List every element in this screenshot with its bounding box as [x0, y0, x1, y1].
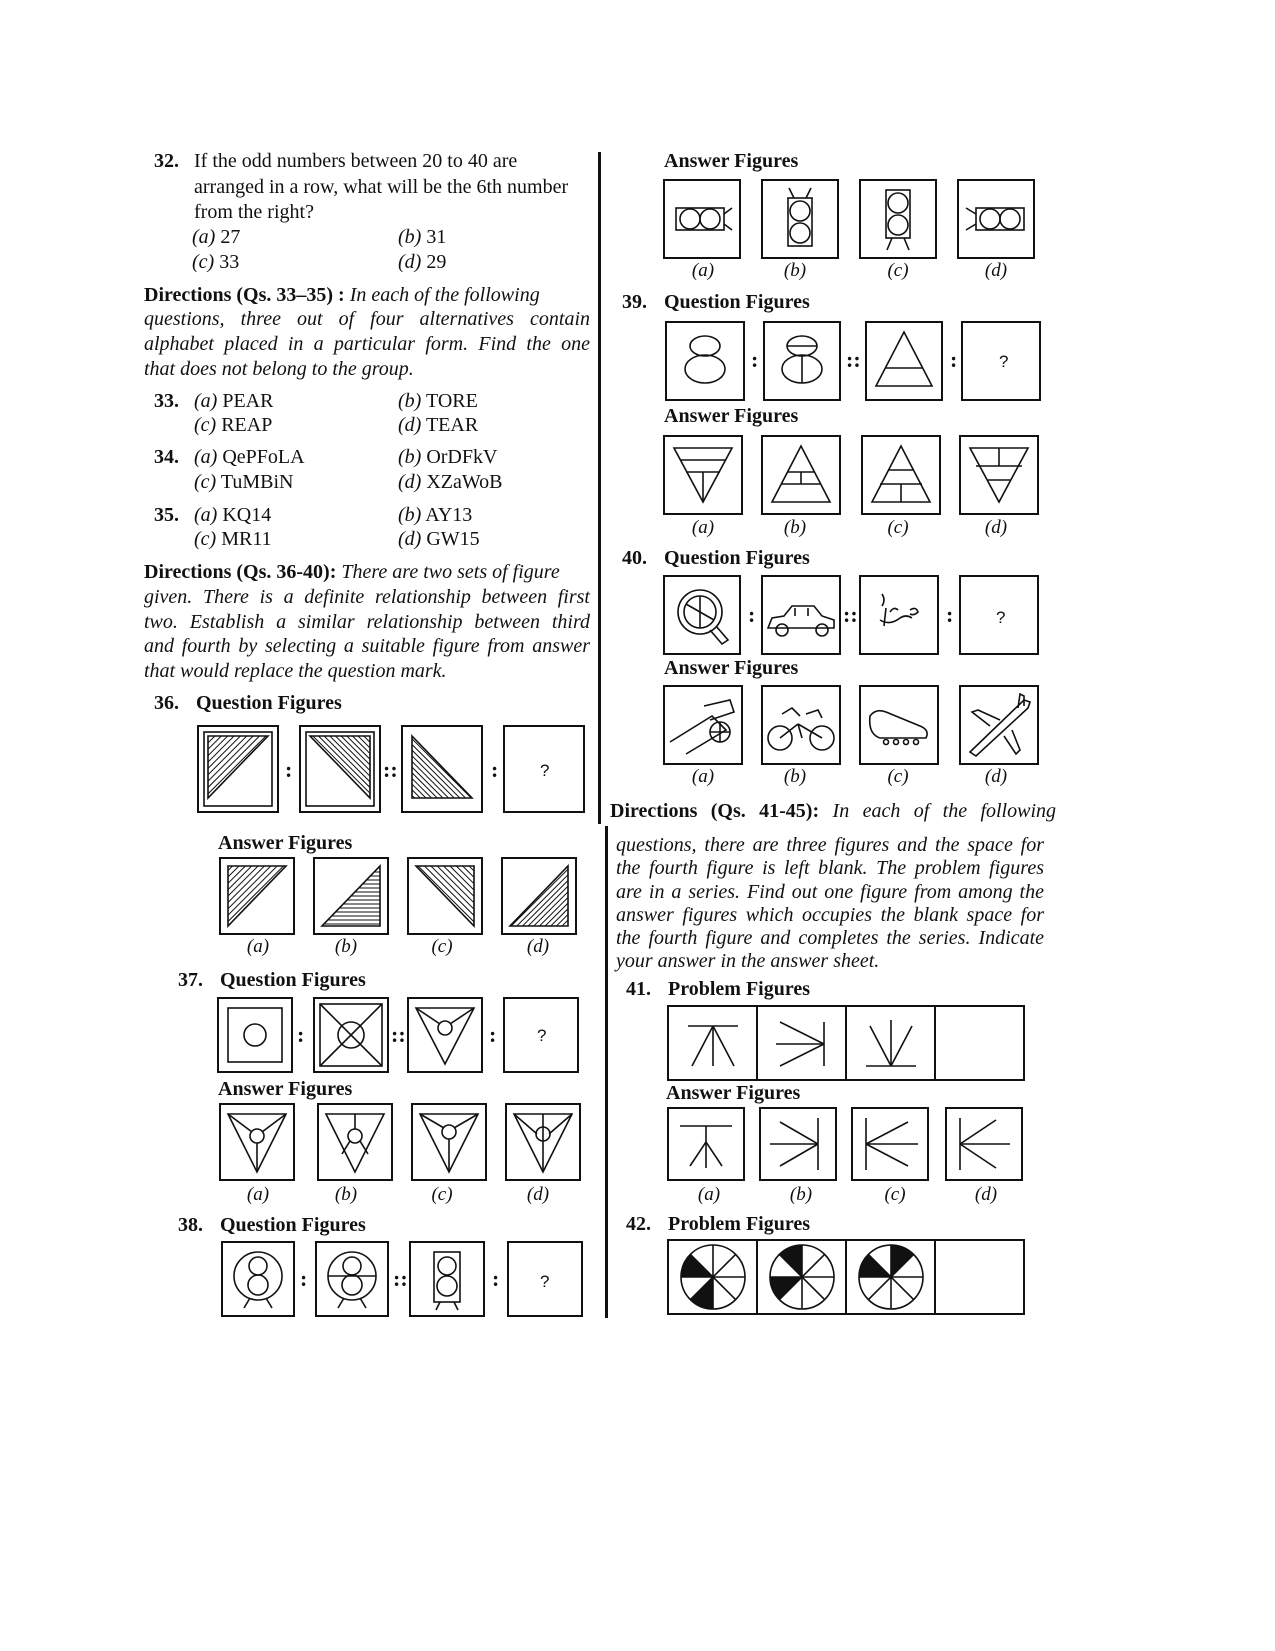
- q33-option-b: (b) TORE: [398, 390, 478, 412]
- q39-answer-figures-title: Answer Figures: [664, 405, 799, 427]
- q38-title: Question Figures: [220, 1214, 366, 1236]
- q33-option-c: (c) REAP: [194, 414, 273, 436]
- q38-afig-d: [958, 180, 1034, 258]
- q39-label-d: (d): [984, 517, 1008, 538]
- q37-number: 37.: [178, 969, 203, 991]
- q39-qfig-1: [666, 322, 744, 400]
- q35-option-b: (b) AY13: [398, 504, 473, 526]
- q34-option-d: (d) XZaWoB: [398, 471, 503, 493]
- q38-qfig-2: [316, 1242, 388, 1316]
- q39-sep-2: ::: [846, 347, 861, 372]
- q35-option-d: (d) GW15: [398, 528, 480, 550]
- directions-41-45-line1: Directions (Qs. 41-45): In each of the following: [610, 800, 1057, 822]
- directions-33-35-line1: Directions (Qs. 33–35) : In each of the following: [144, 284, 540, 306]
- q32-stem-line1: If the odd numbers between 20 to 40 are: [194, 150, 518, 172]
- q38-qfig-1: [222, 1242, 294, 1316]
- directions-36-40-line4: and fourth by selecting a suitable figure from answer: [144, 635, 590, 657]
- q41-label-b: (b): [789, 1184, 813, 1205]
- q40-afig-shoe: [860, 686, 938, 764]
- q32-option-d: (d) 29: [398, 251, 447, 273]
- q37-afig-b: [318, 1104, 392, 1180]
- q36-answer-figures-title: Answer Figures: [218, 832, 353, 854]
- q37-qfig-1: [218, 998, 292, 1072]
- q37-label-c: (c): [431, 1184, 453, 1205]
- q41-answer-figures-title: Answer Figures: [666, 1082, 801, 1104]
- q37-afig-d: [506, 1104, 580, 1180]
- directions-41-45-line3: the fourth figure is left blank. The problem figures: [616, 857, 1044, 879]
- q41-pfig-2: [776, 1022, 824, 1066]
- q33-option-d: (d) TEAR: [398, 414, 479, 436]
- q32-stem-line3: from the right?: [194, 201, 314, 223]
- q40-label-c: (c): [887, 766, 909, 787]
- q41-problem-figures: [666, 1004, 1028, 1084]
- q39-qfig-2: [764, 322, 840, 400]
- q36-afig-a: [220, 858, 294, 934]
- q40-qfig-vine: [860, 576, 938, 654]
- q39-afig-c: [862, 436, 940, 514]
- q39-title: Question Figures: [664, 291, 810, 313]
- q37-afig-a: [220, 1104, 294, 1180]
- q39-label-a: (a): [691, 517, 715, 538]
- q39-sep-3: :: [950, 347, 958, 372]
- q39-qfig-3: [866, 322, 942, 400]
- q39-afig-d: [960, 436, 1038, 514]
- directions-33-35-line3: alphabet placed in a particular form. Find the one: [144, 333, 590, 355]
- q40-label-d: (d): [984, 766, 1008, 787]
- q34-option-a: (a) QePFoLA: [194, 446, 305, 468]
- q36-sep-3: :: [491, 757, 499, 782]
- q41-pfig-1: [688, 1026, 738, 1066]
- q37-afig-c: [412, 1104, 486, 1180]
- q39-afig-a: [664, 436, 742, 514]
- q38-label-b: (b): [783, 260, 807, 281]
- q40-qfig-car: [762, 576, 840, 654]
- q41-pfig-3: [866, 1020, 916, 1066]
- q41-label-a: (a): [697, 1184, 721, 1205]
- q39-sep-1: :: [751, 347, 759, 372]
- q38-qfig-3: [410, 1242, 484, 1316]
- q41-number: 41.: [626, 978, 651, 1000]
- q40-sep-3: :: [946, 602, 954, 627]
- q32-option-a: (a) 27: [192, 226, 241, 248]
- directions-41-45-line7: your answer in the answer sheet.: [616, 950, 880, 972]
- q39-answer-figures: [662, 434, 1052, 516]
- q36-title: Question Figures: [196, 692, 342, 714]
- q39-question-mark: ?: [999, 352, 1009, 371]
- directions-41-45-line5: answer figures which occupies the blank space for: [616, 904, 1044, 926]
- q35-option-a: (a) KQ14: [194, 504, 272, 526]
- q36-sep-2: ::: [383, 757, 398, 782]
- q40-afig-bicycle: [762, 686, 840, 764]
- directions-41-45-line2: questions, there are three figures and the space for: [616, 834, 1044, 856]
- q41-label-c: (c): [884, 1184, 906, 1205]
- directions-36-40-line3: two. Establish a similar relationship between third: [144, 611, 590, 633]
- q37-answer-figures-title: Answer Figures: [218, 1078, 353, 1100]
- q32-stem-line2: arranged in a row, what will be the 6th number: [194, 176, 569, 198]
- q42-pfig-3: [859, 1245, 923, 1309]
- q40-qfig-steering-wheel: [664, 576, 740, 654]
- q39-label-b: (b): [783, 517, 807, 538]
- q37-qfig-2: [314, 998, 388, 1072]
- q33-option-a: (a) PEAR: [194, 390, 274, 412]
- directions-33-35-line4: that does not belong to the group.: [144, 358, 414, 380]
- q41-afig-b: [760, 1108, 836, 1180]
- q40-answer-figures: [662, 684, 1052, 766]
- q37-label-a: (a): [246, 1184, 270, 1205]
- q37-question-mark: ?: [537, 1026, 547, 1045]
- q40-label-b: (b): [783, 766, 807, 787]
- q34-option-c: (c) TuMBiN: [194, 471, 294, 493]
- q38-label-a: (a): [691, 260, 715, 281]
- q37-label-d: (d): [526, 1184, 550, 1205]
- q39-afig-b: [762, 436, 840, 514]
- q38-sep-3: :: [492, 1266, 500, 1291]
- q38-label-c: (c): [887, 260, 909, 281]
- q39-number: 39.: [622, 291, 647, 313]
- directions-36-40-line5: that would replace the question mark.: [144, 660, 447, 682]
- q40-sep-2: ::: [843, 602, 858, 627]
- q38-sep-1: :: [300, 1266, 308, 1291]
- q38-afig-b: [762, 180, 838, 258]
- q37-sep-2: ::: [391, 1022, 406, 1047]
- q38-question-mark: ?: [540, 1272, 550, 1291]
- q37-sep-1: :: [297, 1022, 305, 1047]
- q36-label-d: (d): [526, 936, 550, 957]
- q34-number: 34.: [154, 446, 179, 468]
- directions-36-40-line2: given. There is a definite relationship between first: [144, 586, 590, 608]
- column-divider-lower: [605, 826, 608, 1318]
- directions-36-40-line1: Directions (Qs. 36-40): There are two sets of figure: [144, 561, 560, 583]
- q38-answer-figures: [662, 178, 1052, 260]
- column-divider-upper: [598, 152, 601, 824]
- q35-number: 35.: [154, 504, 179, 526]
- q37-title: Question Figures: [220, 969, 366, 991]
- directions-33-35-line2: questions, three out of four alternatives contain: [144, 308, 590, 330]
- q41-answer-figures: [666, 1106, 1028, 1184]
- q36-afig-c: [408, 858, 482, 934]
- q40-answer-figures-title: Answer Figures: [664, 657, 799, 679]
- q36-number: 36.: [154, 692, 179, 714]
- q40-afig-cart: [664, 686, 742, 764]
- q40-number: 40.: [622, 547, 647, 569]
- q41-title: Problem Figures: [668, 978, 811, 1000]
- q38-afig-a: [664, 180, 740, 258]
- q40-label-a: (a): [691, 766, 715, 787]
- q32-option-b: (b) 31: [398, 226, 447, 248]
- q41-label-d: (d): [974, 1184, 998, 1205]
- q37-answer-figures: [218, 1102, 598, 1184]
- directions-41-45-line4: are in a series. Find out one figure from among the: [616, 881, 1044, 903]
- q40-question-mark: ?: [996, 608, 1006, 627]
- q38-label-d: (d): [984, 260, 1008, 281]
- q37-label-b: (b): [334, 1184, 358, 1205]
- q42-number: 42.: [626, 1213, 651, 1235]
- q34-option-b: (b) OrDFkV: [398, 446, 498, 468]
- q36-sep-1: :: [285, 757, 293, 782]
- q36-label-a: (a): [246, 936, 270, 957]
- q40-title: Question Figures: [664, 547, 810, 569]
- directions-41-45-line6: the fourth figure and completes the series. Indicate: [616, 927, 1044, 949]
- q40-afig-aeroplane: [960, 686, 1038, 764]
- q42-pfig-2: [770, 1245, 834, 1309]
- q41-afig-c: [852, 1108, 928, 1180]
- q39-label-c: (c): [887, 517, 909, 538]
- q41-afig-d: [946, 1108, 1022, 1180]
- q38-sep-2: ::: [393, 1266, 408, 1291]
- q38-afig-c: [860, 180, 936, 258]
- q35-option-c: (c) MR11: [194, 528, 272, 550]
- q36-question-mark: ?: [540, 761, 550, 780]
- q36-answer-figures: [218, 856, 598, 938]
- q40-sep-1: :: [748, 602, 756, 627]
- q32-option-c: (c) 33: [192, 251, 240, 273]
- q37-qfig-3: [408, 998, 482, 1072]
- q38-number: 38.: [178, 1214, 203, 1236]
- q36-label-b: (b): [334, 936, 358, 957]
- q32-number: 32.: [154, 150, 179, 172]
- q42-problem-figures: [666, 1238, 1028, 1318]
- q38-answer-figures-title: Answer Figures: [664, 150, 799, 172]
- q42-pfig-1: [681, 1245, 745, 1309]
- q41-afig-a: [668, 1108, 744, 1180]
- q37-sep-3: :: [489, 1022, 497, 1047]
- q33-number: 33.: [154, 390, 179, 412]
- q42-title: Problem Figures: [668, 1213, 811, 1235]
- q36-label-c: (c): [431, 936, 453, 957]
